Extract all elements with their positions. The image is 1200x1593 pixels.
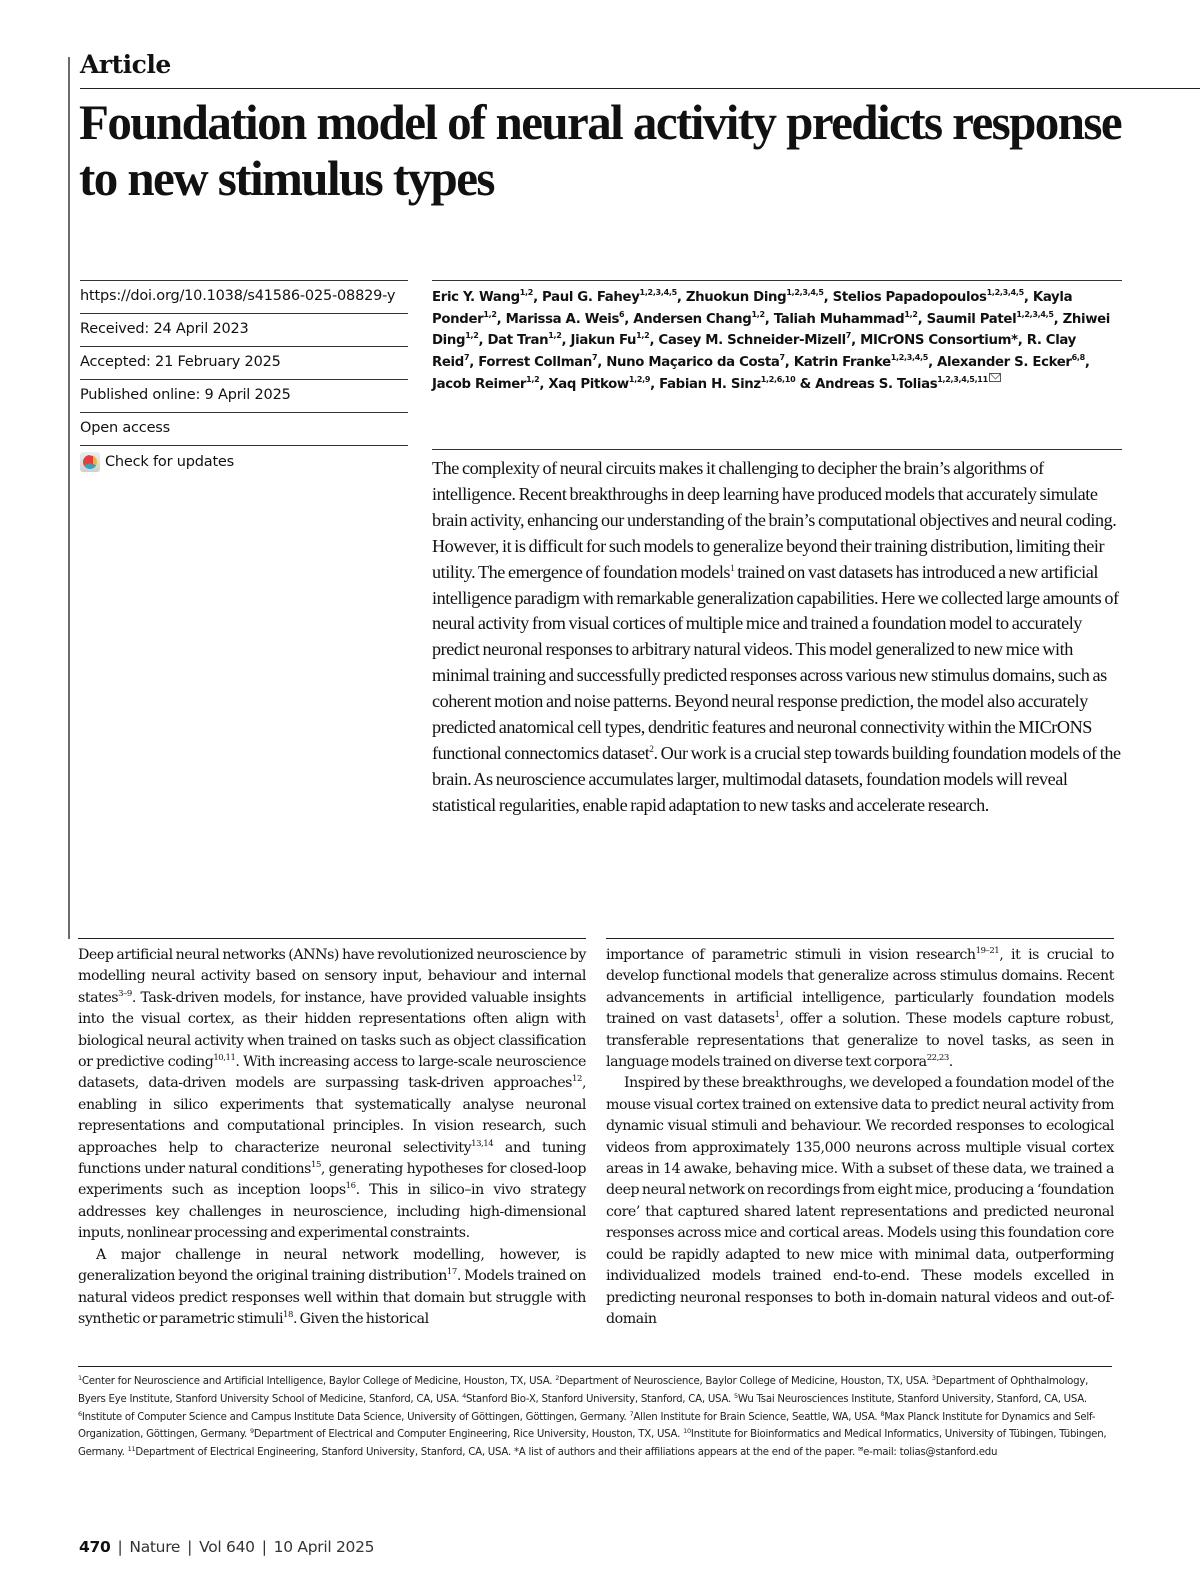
- affiliation: ✉e-mail: tolias@stanford.edu: [857, 1445, 998, 1459]
- author[interactable]: [432, 377, 539, 392]
- author[interactable]: [571, 333, 650, 348]
- footer-separator: |: [187, 1538, 193, 1556]
- affiliation: $^6$Institute of Computer Science and Campus Institute Data Science, University of Göttingen, Göttingen, Germany.: [78, 1409, 630, 1423]
- author-list: Eric Y. Wang$^{1,2}$, Paul G. Fahey$^{1,2,3,4,5}$, Zhuokun Ding$^{1,2,3,4,5}$, Stelios Papadopoulos$^{1,2,3,4,5}$, Kayla Ponder$^{1,2}$, Marissa A. Weis$^6$, Andersen Chang$^{1,2}$, Taliah Muhammad$^{1,2}$, Saumil Patel$^{1,2,3,4,5}$, Zhiwei Ding$^{1,2}$, Dat Tran$^{1,2}$, Jiakun Fu$^{1,2}$, Casey M. Schneider-Mizell$^7$, MICrONS Consortium*, R. Clay Reid$^7$, Forrest Collman$^7$, Nuno Maçarico da Costa$^7$, Katrin Franke$^{1,2,3,4,5}$, Alexander S. Ecker$^{6,8}$, Jacob Reimer$^{1,2}$, Xaq Pitkow$^{1,2,9}$, Fabian H. Sinz$^{1,2,6,10}$ & Andreas S. Tolias$^{1,2,3,4,5,11}$: [432, 280, 1122, 396]
- doi-link[interactable]: https://doi.org/10.1038/s41586-025-08829-y: [80, 280, 408, 313]
- affiliation-marker: 6,8: [1071, 352, 1085, 362]
- author-name: Alexander S. Ecker: [937, 354, 1072, 370]
- author[interactable]: [793, 352, 929, 370]
- author-name: Xaq Pitkow: [548, 377, 629, 393]
- affiliation: $^{11}$Department of Electrical Engineering, Stanford University, Stanford, CA, USA.: [127, 1445, 514, 1459]
- author[interactable]: [606, 352, 785, 370]
- affiliation: $^7$Allen Institute for Brain Science, Seattle, WA, USA.: [629, 1409, 881, 1423]
- page-footer: [79, 1538, 374, 1556]
- abstract: [432, 449, 1122, 819]
- affiliation-marker: 1,2: [465, 331, 479, 341]
- affiliation-marker: 1,2,3,4,5: [639, 288, 677, 297]
- affiliation-marker: 1,2,3,4,5: [786, 288, 824, 297]
- author-name: Andreas S. Tolias: [815, 377, 938, 393]
- author-name: Casey M. Schneider-Mizell: [658, 333, 846, 349]
- page-number: 470: [79, 1538, 111, 1556]
- citation-ref[interactable]: 22,23: [926, 1053, 949, 1064]
- received-date: Received: 24 April 2023: [80, 313, 408, 346]
- citation-ref[interactable]: 13,14: [471, 1138, 494, 1149]
- affiliation-marker: 1,2: [548, 331, 562, 341]
- author[interactable]: [860, 333, 1018, 348]
- affiliation-number: 1: [78, 1374, 82, 1382]
- author-name: Zhuokun Ding: [685, 290, 787, 305]
- author-name: Zhiwei Ding: [432, 311, 1111, 349]
- author[interactable]: & Andreas S. Tolias$^{1,2,3,4,5,11}$: [800, 377, 1001, 392]
- header-rule: [80, 88, 1200, 89]
- affiliation-marker: 7: [779, 352, 785, 362]
- citation-ref[interactable]: 15: [311, 1160, 321, 1171]
- email-icon[interactable]: [989, 373, 1001, 382]
- citation-ref[interactable]: 2: [649, 743, 654, 754]
- affiliation-marker: 1,2: [483, 309, 497, 319]
- citation-ref[interactable]: 1: [730, 562, 735, 573]
- affiliation-marker: 7: [845, 331, 852, 341]
- footer-separator: |: [261, 1538, 267, 1556]
- author-name: Stelios Papadopoulos: [832, 290, 987, 305]
- affiliation-marker: 1,2: [519, 288, 534, 297]
- affiliation-marker: 1,2,3,4,5,11: [937, 375, 988, 385]
- author-name: Taliah Muhammad: [773, 311, 905, 327]
- citation-ref[interactable]: 16: [345, 1181, 356, 1192]
- citation-ref[interactable]: 17: [446, 1267, 457, 1278]
- volume: Vol 640: [199, 1538, 255, 1556]
- article-type-label: Article: [80, 50, 171, 79]
- author-name: Kayla Ponder: [432, 290, 1073, 327]
- author[interactable]: [926, 309, 1054, 327]
- author-name: Jacob Reimer: [432, 377, 527, 393]
- open-access-label: Open access: [80, 412, 408, 445]
- affiliation-number: 9: [250, 1427, 254, 1436]
- affiliation: $^8$Max Planck Institute for Dynamics and Self-Organization, Göttingen, Germany.: [78, 1409, 1096, 1441]
- published-date: Published online: 9 April 2025: [80, 379, 408, 412]
- author[interactable]: [548, 377, 650, 392]
- affiliation-marker: 1,2,6,10: [760, 375, 796, 385]
- author-name: Jiakun Fu: [570, 333, 637, 349]
- affiliation-number: 11: [127, 1445, 136, 1454]
- author-name: MICrONS Consortium*: [860, 333, 1018, 349]
- affiliation-marker: 6: [619, 309, 625, 319]
- affiliation: $^2$Department of Neuroscience, Baylor College of Medicine, Houston, TX, USA.: [555, 1374, 932, 1387]
- author[interactable]: [773, 309, 918, 327]
- affiliation: $^4$Stanford Bio-X, Stanford University, Stanford, CA, USA.: [462, 1391, 734, 1405]
- citation-ref[interactable]: 1: [774, 1010, 780, 1021]
- article-metadata: [80, 280, 408, 478]
- citation-ref[interactable]: 10,11: [213, 1053, 236, 1064]
- article-title: Foundation model of neural activity predicts response to new stimulus types: [79, 94, 1122, 206]
- body-paragraph: importance of parametric stimuli in vision research$^{19-21}$, it is crucial to develop functional models that generalize across stimulus domains. Recent advancements in artificial intelligence, particularly foundation models trained on vast datasets$^1$, offer a solution. These models capture robust, transferable representations that generalize to novel tasks, as seen in language models trained on diverse text corpora$^{22,23}$.: [606, 946, 1114, 1071]
- author[interactable]: [432, 290, 533, 305]
- body-column-left: [78, 938, 586, 1330]
- author-name: Eric Y. Wang: [432, 290, 520, 305]
- accepted-date: Accepted: 21 February 2025: [80, 346, 408, 379]
- author-name: Nuno Maçarico da Costa: [606, 354, 780, 370]
- affiliation-number: 2: [555, 1374, 560, 1382]
- affiliation: $^9$Department of Electrical and Computer Engineering, Rice University, Houston, TX, USA.: [250, 1427, 684, 1441]
- citation-ref[interactable]: 3–9: [118, 988, 132, 999]
- citation-ref[interactable]: 18: [283, 1309, 293, 1320]
- affiliation: $^3$Department of Ophthalmology, Byers Eye Institute, Stanford University School of Medicine, Stanford, CA, USA.: [78, 1374, 1089, 1405]
- author-name: Dat Tran: [487, 333, 549, 349]
- body-paragraph: Deep artificial neural networks (ANNs) have revolutionized neuroscience by modelling neural activity based on sensory input, behaviour and internal states$^{3-9}$. Task-driven models, for instance, have provided valuable insights into the visual cortex, as their hidden representations often align with biological neural activity when trained on tasks such as object classification or predictive coding$^{10,11}$. With increasing access to large-scale neuroscience datasets, data-driven models are surpassing task-driven approaches$^{12}$, enabling in silico experiments that systematically analyse neuronal representations and computational principles. In vision research, such approaches help to characterize neuronal selectivity$^{13,14}$ and tuning functions under natural conditions$^{15}$, generating hypotheses for closed-loop experiments such as inception loops$^{16}$. This in silico–in vivo strategy addresses key challenges in neuroscience, including high-dimensional inputs, nonlinear processing and experimental constraints.: [78, 947, 587, 1242]
- left-margin-rule: [68, 57, 70, 939]
- author[interactable]: [659, 377, 795, 392]
- author[interactable]: [658, 333, 851, 348]
- affiliation-marker: 7: [463, 352, 470, 362]
- check-for-updates-button[interactable]: [80, 445, 408, 478]
- affiliation-number: 5: [733, 1391, 738, 1400]
- author[interactable]: [833, 290, 1024, 305]
- affiliation-number: 6: [78, 1409, 82, 1418]
- issue-date: 10 April 2025: [273, 1538, 375, 1556]
- affiliation-number: 3: [931, 1374, 936, 1382]
- author-name: Marissa A. Weis: [505, 311, 620, 327]
- affiliation-number: 4: [462, 1391, 466, 1400]
- author[interactable]: [505, 309, 625, 327]
- affiliation: *A list of authors and their affiliations appears at the end of the paper.: [513, 1447, 858, 1459]
- affiliation-number: ✉: [857, 1445, 864, 1454]
- author-name: Andersen Chang: [633, 311, 752, 327]
- journal-name: Nature: [129, 1538, 181, 1556]
- check-for-updates-label: Check for updates: [105, 454, 235, 470]
- citation-ref[interactable]: 12: [572, 1074, 582, 1085]
- body-column-right: [606, 938, 1114, 1330]
- affiliation-marker: 1,2,3,4,5: [1016, 309, 1054, 319]
- body-paragraph: Inspired by these breakthroughs, we developed a foundation model of the mouse visual cortex trained on extensive data to predict neural activity from dynamic visual stimuli and behaviour. We recorded responses to ecological videos from approximately 135,000 neurons across multiple visual cortex areas in 14 awake, behaving mice. With a subset of these data, we trained a deep neural network on recordings from eight mice, producing a ‘foundation core’ that captured shared latent representations and predicted neuronal responses across mice and cortical areas. Models using this foundation core could be rapidly adapted to new mice with minimal data, outperforming individualized models trained end-to-end. These models excelled in predicting neuronal responses to both in-domain natural videos and out-of-domain: [606, 1075, 1114, 1327]
- affiliation-marker: 1,2,9: [628, 375, 651, 385]
- citation-ref[interactable]: 19–21: [975, 946, 1000, 956]
- author[interactable]: [633, 309, 765, 327]
- affiliation-number: 10: [683, 1427, 691, 1436]
- affiliation-marker: 1,2,3,4,5: [986, 288, 1024, 297]
- author-name: Forrest Collman: [478, 354, 592, 370]
- affiliation-marker: 7: [591, 352, 598, 362]
- affiliation: $^5$Wu Tsai Neurosciences Institute, Stanford University, Stanford, CA, USA.: [733, 1391, 1087, 1405]
- affiliation-marker: 1,2: [526, 375, 540, 385]
- author[interactable]: [937, 352, 1085, 370]
- author-name: Saumil Patel: [926, 311, 1017, 327]
- affiliation-number: 8: [880, 1409, 885, 1418]
- author[interactable]: [478, 352, 598, 370]
- author-name: Katrin Franke: [793, 354, 891, 370]
- crossmark-icon: [80, 452, 100, 472]
- affiliation-marker: 1,2: [636, 331, 650, 341]
- affiliation-marker: 1,2,3,4,5: [890, 352, 929, 362]
- author-name: Fabian H. Sinz: [659, 377, 761, 393]
- affiliation-marker: 1,2: [751, 309, 765, 319]
- author[interactable]: [542, 290, 677, 305]
- affiliation-marker: 1,2: [904, 309, 918, 319]
- author[interactable]: [487, 333, 561, 348]
- affiliation-number: 7: [629, 1409, 634, 1418]
- footer-separator: |: [117, 1538, 123, 1556]
- author[interactable]: [686, 290, 824, 305]
- abstract-text: The complexity of neural circuits makes it challenging to decipher the brain’s algorithms of intelligence. Recent breakthroughs in deep learning have produced models that accurately simulate brain activity, enhancing our understanding of the brain’s computational objectives and neural coding. However, it is difficult for such models to generalize beyond their training distribution, limiting their utility. The emergence of foundation models$^1$ trained on vast datasets has introduced a new artificial intelligence paradigm with remarkable generalization capabilities. Here we collected large amounts of neural activity from visual cortices of multiple mice and trained a foundation model to accurately predict neuronal responses to arbitrary natural videos. This model generalized to new mice with minimal training and successfully predicted responses across various new stimulus domains, such as coherent motion and noise patterns. Beyond neural response prediction, the model also accurately predicted anatomical cell types, dendritic features and neuronal connectivity within the MICrONS functional connectomics dataset$^2$. Our work is a crucial step towards building foundation models of the brain. As neuroscience accumulates larger, multimodal datasets, foundation models will reveal statistical regularities, enable rapid adaptation to new tasks and accelerate research.: [432, 458, 1121, 815]
- body-paragraph: A major challenge in neural network modelling, however, is generalization beyond the original training distribution$^{17}$. Models trained on natural videos predict responses well within that domain but struggle with synthetic or parametric stimuli$^{18}$. Given the historical: [78, 1246, 586, 1327]
- affiliation: $^1$Center for Neuroscience and Artificial Intelligence, Baylor College of Medicine, Houston, TX, USA.: [78, 1374, 556, 1387]
- author-name: R. Clay Reid: [432, 333, 1076, 370]
- author-name: Paul G. Fahey: [542, 290, 640, 305]
- affiliation: $^{10}$Institute for Bioinformatics and Medical Informatics, University of Tübingen, Tübingen, Germany.: [78, 1427, 1107, 1459]
- affiliations: [78, 1366, 1112, 1462]
